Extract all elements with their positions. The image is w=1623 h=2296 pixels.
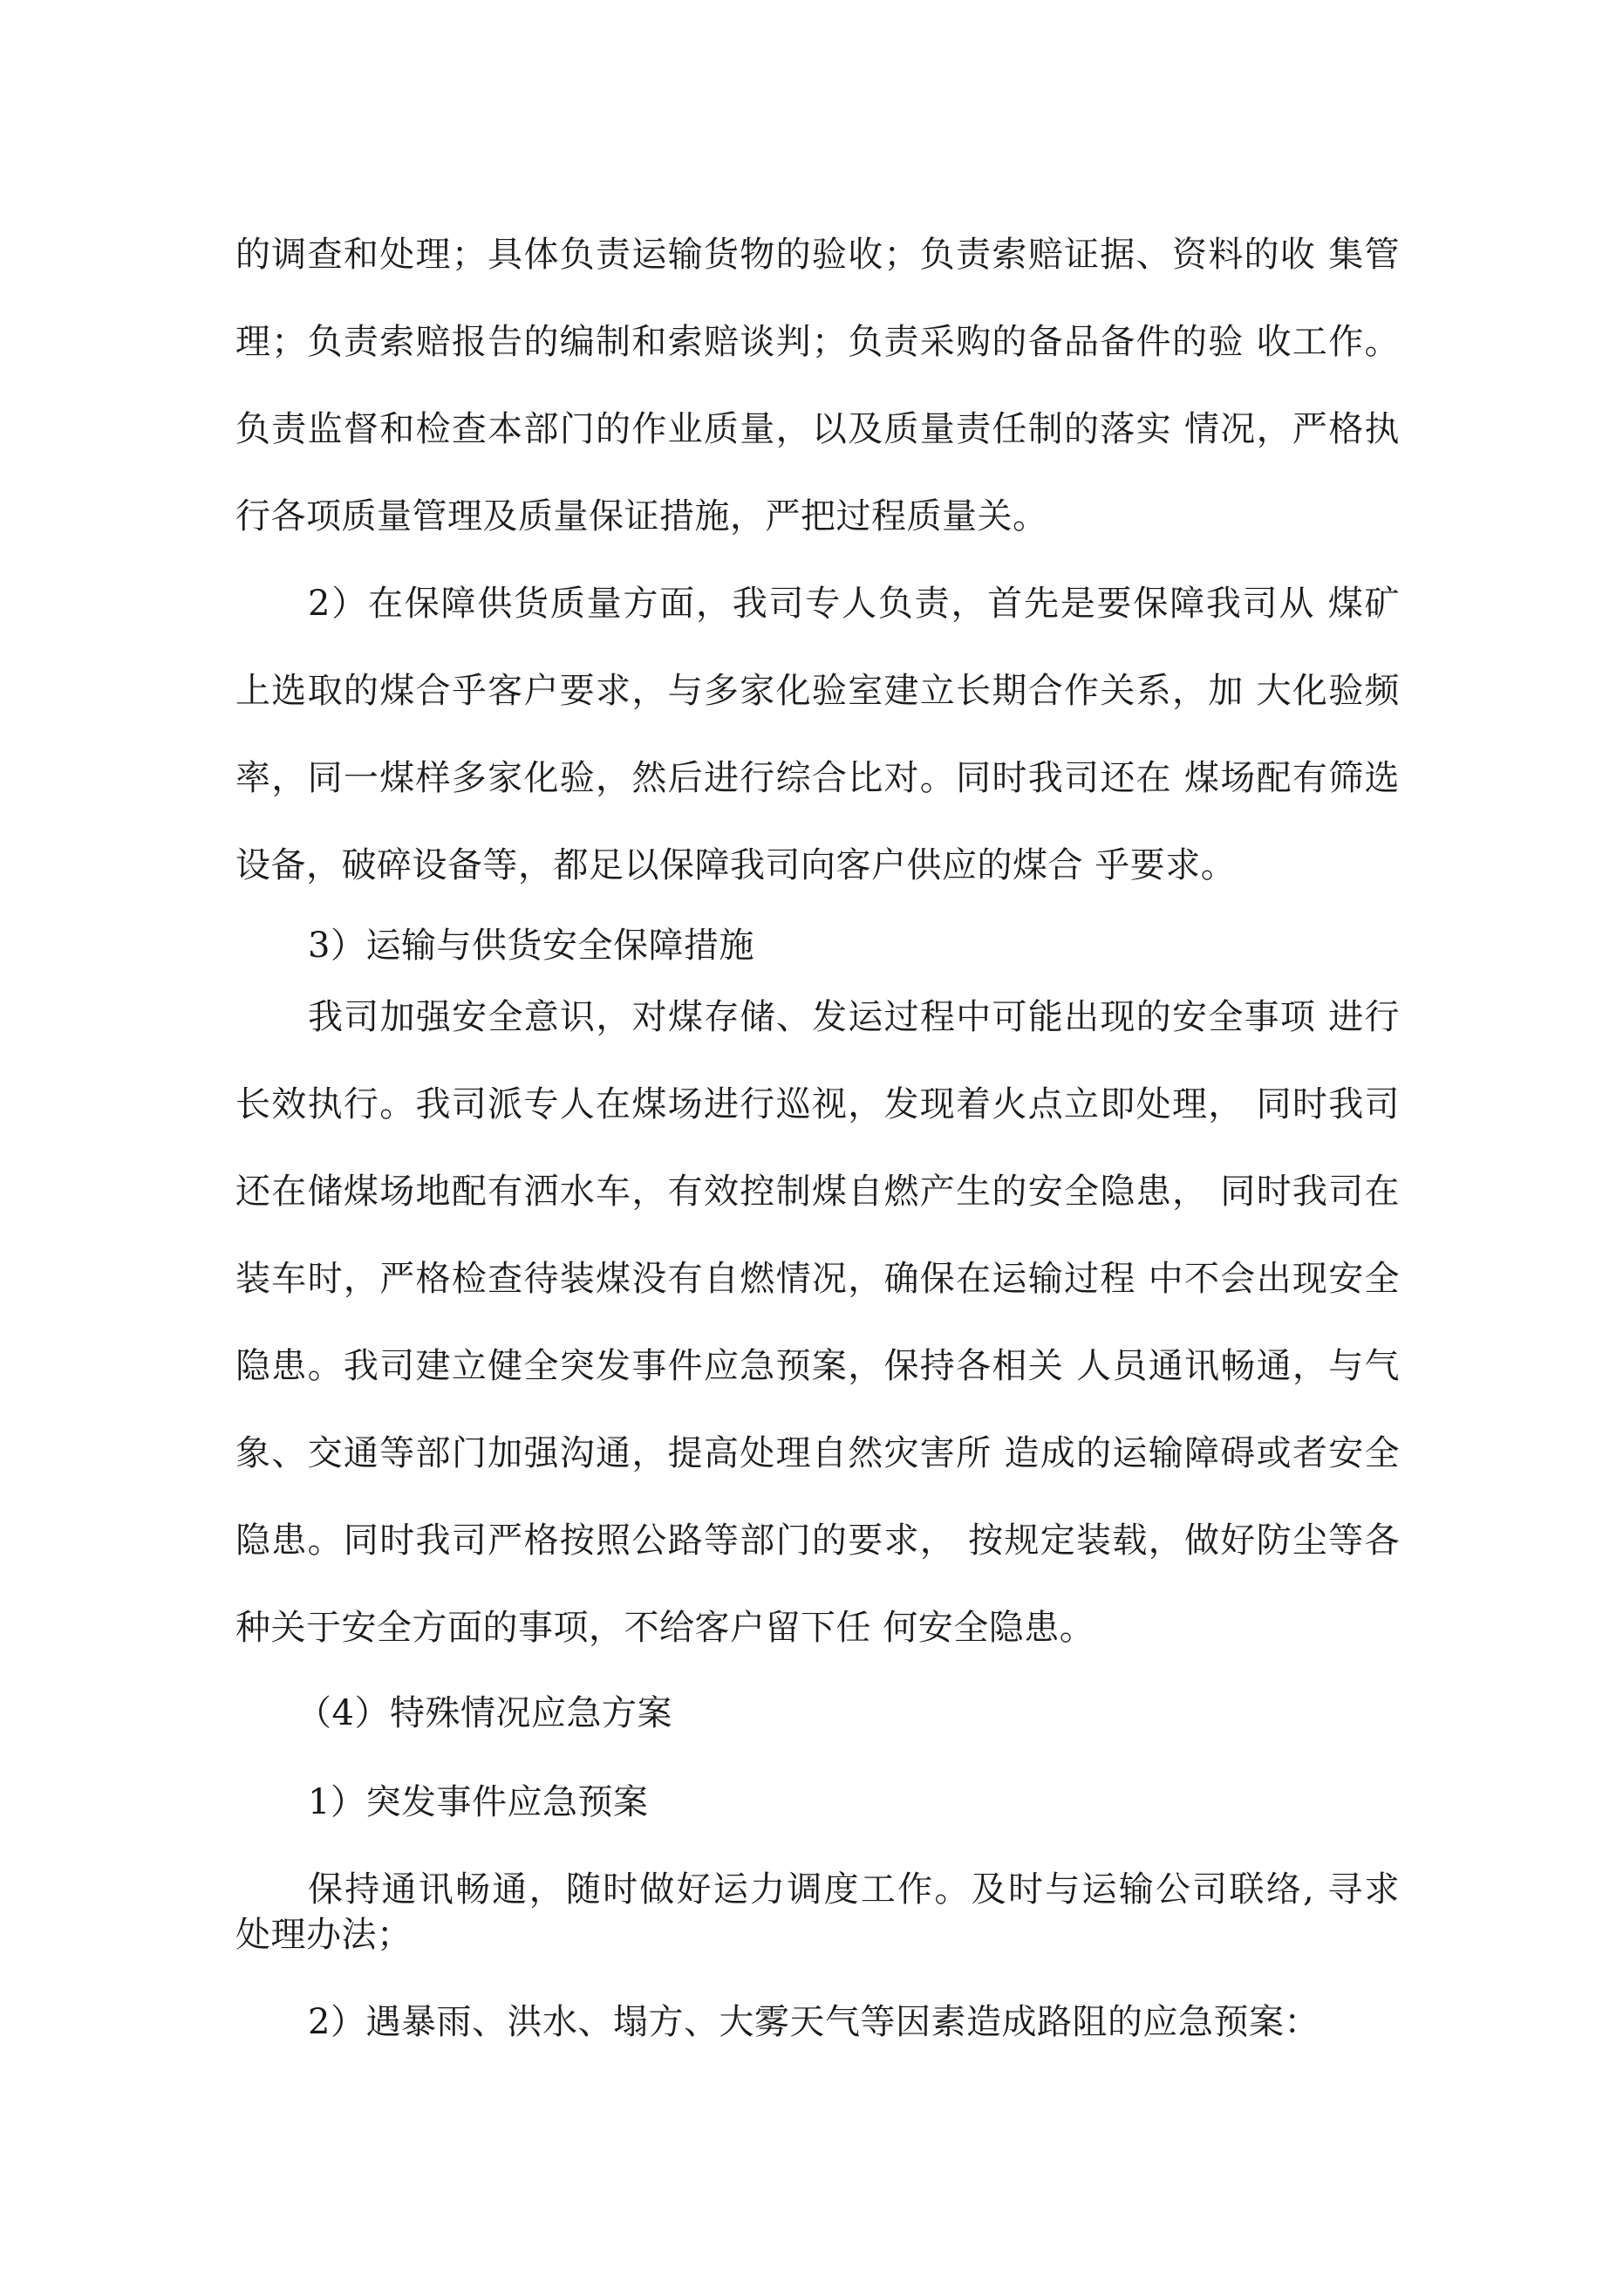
body-text-line: 还在储煤场地配有洒水车，有效控制煤自燃产生的安全隐患， 同时我司在 [235,1172,1400,1212]
body-text-line: 率，同一煤样多家化验，然后进行综合比对。同时我司还在 煤场配有筛选 [235,758,1400,798]
section-heading: （4）特殊情况应急方案 [297,1693,672,1733]
body-text-line: 上选取的煤合乎客户要求，与多家化验室建立长期合作关系，加 大化验频 [235,671,1400,711]
body-text-line: 种关于安全方面的事项，不给客户留下任 何安全隐患。 [235,1608,1095,1648]
body-text-line: 设备，破碎设备等，都足以保障我司向客户供应的煤合 乎要求。 [235,845,1237,885]
body-text-line: 保持通讯畅通，随时做好运力调度工作。及时与运输公司联络, 寻求 [308,1869,1400,1910]
body-text-line: 我司加强安全意识，对煤存储、发运过程中可能出现的安全事项 进行 [308,997,1400,1037]
body-text-line: 2）在保障供货质量方面，我司专人负责，首先是要保障我司从 煤矿 [308,584,1400,624]
body-text-line: 隐患。我司建立健全突发事件应急预案，保持各相关 人员通讯畅通，与气 [235,1346,1400,1386]
body-text-line: 负责监督和检查本部门的作业质量，以及质量责任制的落实 情况，严格执 [235,409,1400,449]
section-heading: 2）遇暴雨、洪水、塌方、大雾天气等因素造成路阻的应急预案： [308,2002,1320,2042]
body-text-line: 理；负责索赔报告的编制和索赔谈判；负责采购的备品备件的验 收工作。 [235,322,1400,362]
body-text-line: 行各项质量管理及质量保证措施，严把过程质量关。 [235,496,1048,536]
body-text-line: 装车时，严格检查待装煤没有自燃情况，确保在运输过程 中不会出现安全 [235,1259,1400,1299]
section-heading: 3）运输与供货安全保障措施 [308,926,754,966]
section-heading: 1）突发事件应急预案 [308,1782,649,1822]
body-text-line: 处理办法； [235,1915,413,1955]
body-text-line: 象、交通等部门加强沟通，提高处理自然灾害所 造成的运输障碍或者安全 [235,1433,1400,1473]
body-text-line: 的调查和处理；具体负责运输货物的验收；负责索赔证据、资料的收 集管 [235,235,1400,275]
body-text-line: 隐患。同时我司严格按照公路等部门的要求， 按规定装载，做好防尘等各 [235,1520,1400,1561]
body-text-line: 长效执行。我司派专人在煤场进行巡视，发现着火点立即处理， 同时我司 [235,1084,1400,1124]
